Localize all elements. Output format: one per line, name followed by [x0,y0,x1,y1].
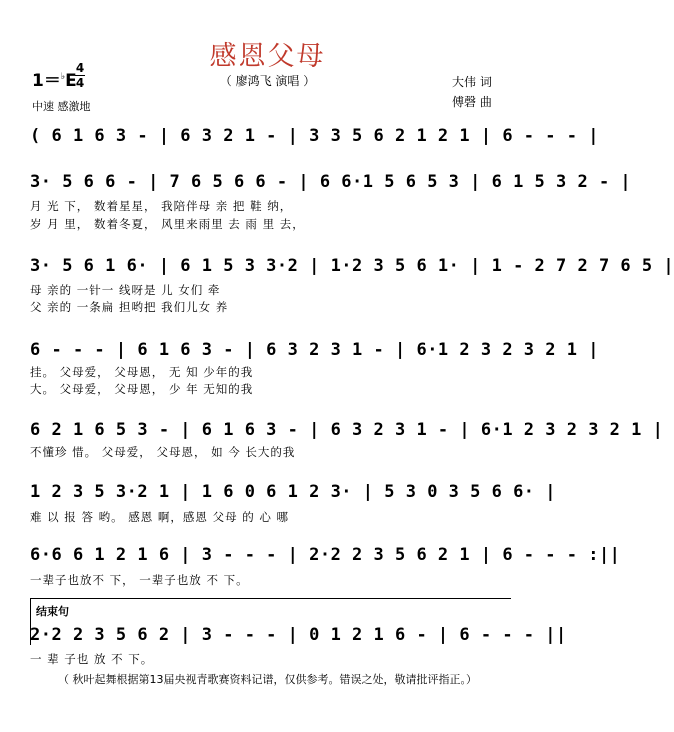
lyric-line-3b: 父 亲的 一条扁 担哟把 我们儿女 养 [30,300,229,314]
key-note: E [65,71,77,91]
score-line-1: ( 6 1 6 3 - | 6 3 2 1 - | 3 3 5 6 2 1 2 1 | 6 - - - | [30,126,599,146]
composer-credit: 傅磬 曲 [452,95,492,109]
score-line-4: 6 - - - | 6 1 6 3 - | 6 3 2 3 1 - | 6·1 2 3 2 3 2 1 | [30,340,599,360]
key-prefix: 1＝ [32,71,61,91]
lyric-line-8: 一 辈 子也 放 不 下。 [30,652,154,666]
lyric-line-5: 不懂珍 惜。 父母爱， 父母恩， 如 今 长大的我 [30,445,296,459]
lyric-line-2b: 岁 月 里， 数着冬夏， 风里来雨里 去 雨 里 去， [30,217,305,231]
score-line-5: 6 2 1 6 5 3 - | 6 1 6 3 - | 6 3 2 3 1 - | 6·1 2 3 2 3 2 1 | [30,420,664,440]
score-line-7: 6·6 6 1 2 1 6 | 3 - - - | 2·2 2 3 5 6 2 1 | 6 - - - :|| [30,545,621,565]
score-line-8: 2·2 2 3 5 6 2 | 3 - - - | 0 1 2 1 6 - | 6 - - - || [30,625,567,645]
meter-top: 4 [75,61,85,75]
lyric-line-7: 一辈子也放不 下， 一辈子也放 不 下。 [30,573,249,587]
meter-bottom: 4 [75,76,85,90]
score-line-2: 3· 5 6 6 - | 7 6 5 6 6 - | 6 6·1 5 6 5 3 | 6 1 5 3 2 - | [30,172,632,192]
ending-label: 结束句 [36,605,69,618]
performer-credit: （ 廖鸿飞 演唱 ） [219,74,316,88]
lyric-line-3a: 母 亲的 一针一 线呀是 儿 女们 牵 [30,283,221,297]
lyric-line-4b: 大。 父母爱， 父母恩， 少 年 无知的我 [30,382,254,396]
tempo-marking: 中速 感激地 [32,100,91,113]
lyric-line-6: 难 以 报 答 哟。 感恩 啊，感恩 父母 的 心 哪 [30,510,290,524]
key-signature [32,66,77,91]
song-title: 感恩父母 [209,41,326,72]
score-line-6: 1 2 3 5 3·2 1 | 1 6 0 6 1 2 3· | 5 3 0 3 5 6 6· | [30,482,557,502]
time-signature [75,62,85,89]
score-line-3: 3· 5 6 1 6· | 6 1 5 3 3·2 | 1·2 3 5 6 1· | 1 - 2 7 2 7 6 5 | [30,256,674,276]
lyricist-credit: 大伟 词 [452,75,492,89]
lyric-line-4a: 挂。 父母爱， 父母恩， 无 知 少年的我 [30,365,254,379]
lyric-line-2a: 月 光 下， 数着星星， 我陪伴母 亲 把 鞋 纳， [30,199,293,213]
flat-sign: ♭ [60,72,66,82]
transcription-note: （ 秋叶起舞根据第13届央视青歌赛资料记谱，仅供参考。错误之处，敬请批评指正。） [58,673,477,686]
